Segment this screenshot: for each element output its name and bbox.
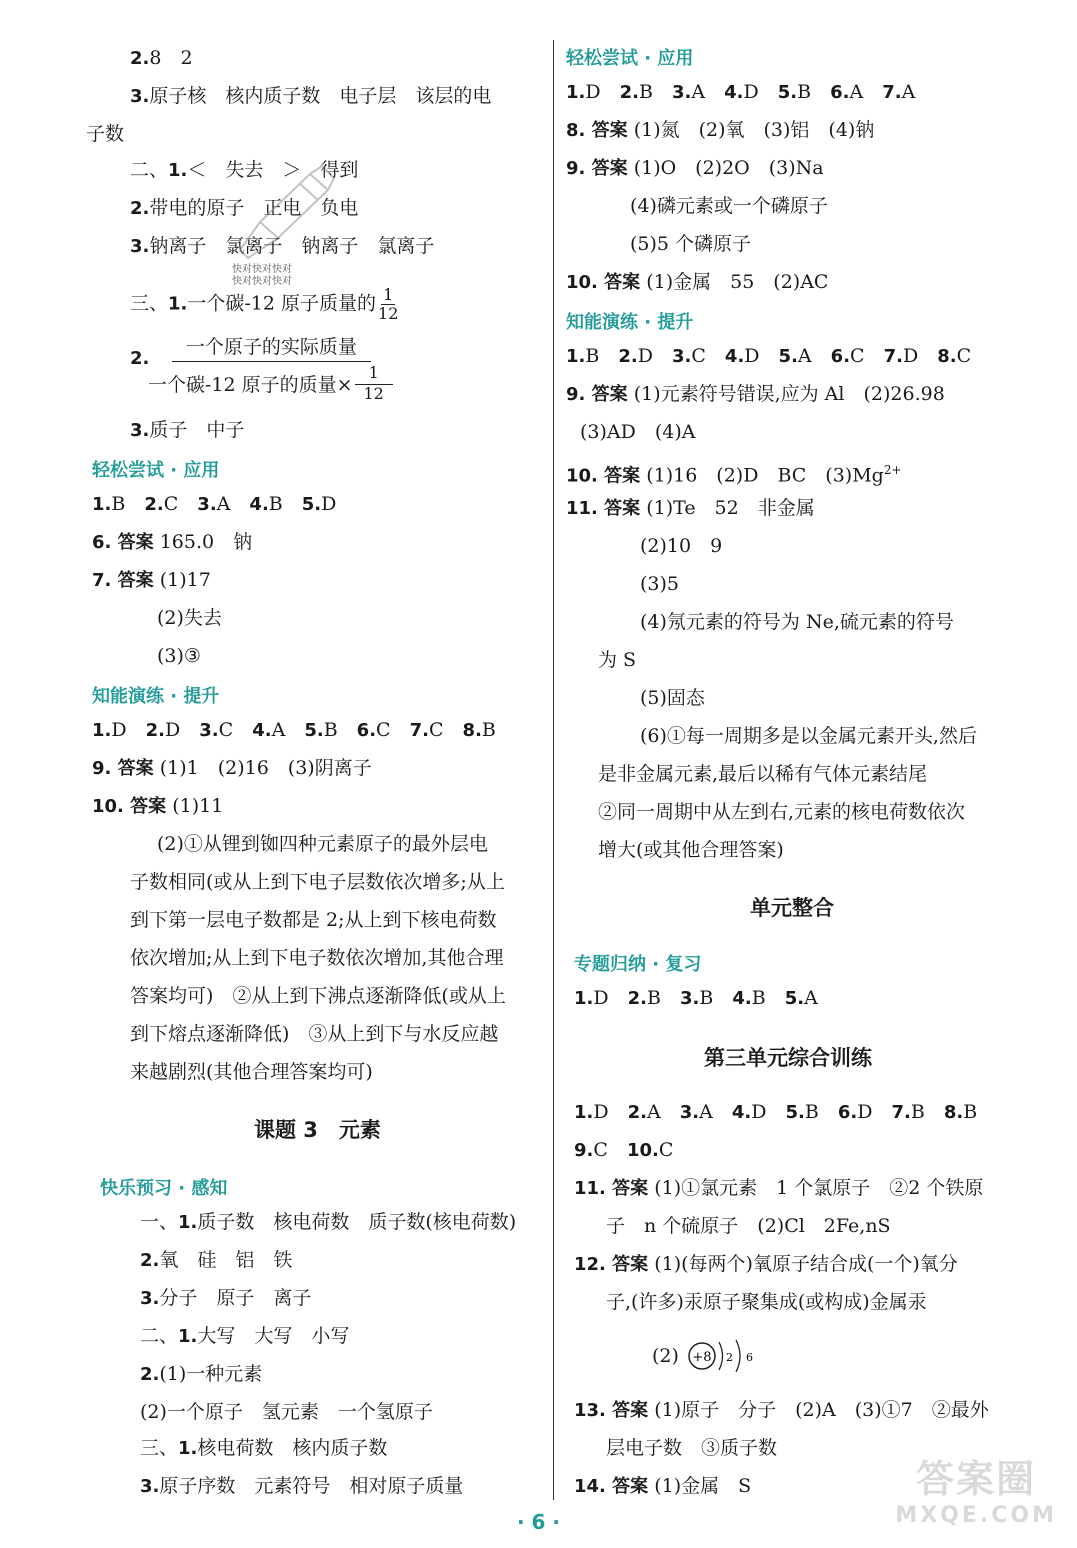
answer-line: 1.B 2.C 3.A 4.B 5.D <box>92 493 337 515</box>
answer-line: 2.带电的原子 正电 负电 <box>130 197 359 219</box>
pencil-watermark-icon <box>230 162 340 262</box>
answer-line: (2)一个原子 氢元素 一个氢原子 <box>140 1401 433 1423</box>
section-header: 轻松尝试 · 应用 <box>92 460 220 481</box>
answer-line: (2) <box>652 1345 679 1367</box>
answer-line: 7. 答案 (1)17 <box>92 569 211 591</box>
answer-line: 层电子数 ③质子数 <box>606 1437 778 1459</box>
answer-line: (3)AD (4)A <box>580 421 696 443</box>
section-header: 知能演练 · 提升 <box>566 312 694 333</box>
mass-ratio-fraction: 一个原子的实际质量 一个碳-12 原子的质量× $\frac{1}{12}$ <box>148 332 395 403</box>
answer-line: 3.原子序数 元素符号 相对原子质量 <box>140 1475 464 1497</box>
electron-shell-arc-2 <box>736 1340 740 1372</box>
answer-line: 9. 答案 (1)O (2)2O (3)Na <box>566 157 824 179</box>
unit-review-title: 第三单元综合训练 <box>704 1046 872 1070</box>
answer-line: (4)磷元素或一个磷原子 <box>630 195 828 217</box>
electron-shell-arc-1 <box>719 1342 723 1370</box>
answer-line: 10. 答案 (1)金属 55 (2)AC <box>566 271 829 293</box>
answer-line: 1.D 2.B 3.A 4.D 5.B 6.A 7.A <box>566 81 916 103</box>
answer-line: (4)氖元素的符号为 Ne,硫元素的符号 <box>640 611 954 633</box>
answer-line: 三、1.一个碳-12 原子质量的 $\frac{1}{12}$ <box>130 285 399 323</box>
answer-line: 12. 答案 (1)(每两个)氧原子结合成(一个)氧分 <box>574 1253 958 1275</box>
answer-line: 10. 答案 (1)11 <box>92 795 224 817</box>
answer-line: 6. 答案 165.0 钠 <box>92 531 253 553</box>
answer-line: 2.8 2 <box>130 47 193 69</box>
answer-line: (2)①从锂到铷四种元素原子的最外层电 <box>157 833 488 855</box>
answer-line: (5)5 个磷原子 <box>630 233 752 255</box>
site-watermark-logo: 答案圈 MXQE.COM <box>895 1457 1057 1528</box>
answer-line: 8. 答案 (1)氮 (2)氧 (3)铝 (4)钠 <box>566 119 875 141</box>
answer-line: 1.B 2.D 3.C 4.D 5.A 6.C 7.D 8.C <box>566 345 972 367</box>
section-header: 知能演练 · 提升 <box>92 686 220 707</box>
answer-line: 13. 答案 (1)原子 分子 (2)A (3)①7 ②最外 <box>574 1399 989 1421</box>
answer-line: 到下熔点逐渐降低) ③从上到下与水反应越 <box>130 1023 499 1045</box>
unit-title: 单元整合 <box>750 896 834 920</box>
lesson-title: 课题 3 元素 <box>254 1118 381 1142</box>
answer-line: 子数相同(或从上到下电子层数依次增多;从上 <box>130 871 505 893</box>
watermark-text: 快对快对快对 快对快对快对 <box>232 264 292 287</box>
answer-line: 2. <box>130 348 150 369</box>
answer-line: 3.分子 原子 离子 <box>140 1287 312 1309</box>
answer-line: 增大(或其他合理答案) <box>598 839 784 861</box>
oxygen-atom-structure-diagram <box>686 1334 766 1378</box>
column-divider <box>553 40 554 1500</box>
answer-line: 1.D 2.A 3.A 4.D 5.B 6.D 7.B 8.B <box>574 1101 978 1123</box>
answer-line: 答案均可) ②从上到下沸点逐渐降低(或从上 <box>130 985 506 1007</box>
answer-line: 2.氧 硅 铝 铁 <box>140 1249 293 1271</box>
page-number: · 6 · <box>516 1510 561 1534</box>
electron-shell-1-count: 2 <box>726 1351 733 1364</box>
answer-line: 9.C 10.C <box>574 1139 674 1161</box>
answer-line: 3.原子核 核内质子数 电子层 该层的电 <box>130 85 492 107</box>
answer-line: (6)①每一周期多是以金属元素开头,然后 <box>640 725 977 747</box>
section-header: 专题归纳 · 复习 <box>574 954 702 975</box>
answer-line: 子数 <box>86 123 125 145</box>
answer-line: 11. 答案 (1)Te 52 非金属 <box>566 497 815 519</box>
answer-line: 11. 答案 (1)①氯元素 1 个氯原子 ②2 个铁原 <box>574 1177 984 1199</box>
answer-line: (5)固态 <box>640 687 705 709</box>
answer-line: 依次增加;从上到下电子数依次增加,其他合理 <box>130 947 504 969</box>
answer-line: 3.钠离子 氯离子 钠离子 氯离子 <box>130 235 435 257</box>
answer-line: 3.质子 中子 <box>130 419 245 441</box>
answer-line: 9. 答案 (1)1 (2)16 (3)阴离子 <box>92 757 372 779</box>
answer-line: 子 n 个硫原子 (2)Cl 2Fe,nS <box>606 1215 891 1237</box>
answer-line: 10. 答案 (1)16 (2)D BC $(3)Mg^{2+}$ <box>566 463 902 487</box>
answer-line: 子,(许多)汞原子聚集成(或构成)金属汞 <box>606 1291 927 1313</box>
section-header: 轻松尝试 · 应用 <box>566 48 694 69</box>
answer-line: 9. 答案 (1)元素符号错误,应为 Al (2)26.98 <box>566 383 945 405</box>
answer-line: ②同一周期中从左到右,元素的核电荷数依次 <box>598 801 966 823</box>
answer-line: 1.D 2.D 3.C 4.A 5.B 6.C 7.C 8.B <box>92 719 496 741</box>
answer-line: 二、1.＜ 失去 ＞ 得到 <box>130 159 359 181</box>
answer-line: 一、1.质子数 核电荷数 质子数(核电荷数) <box>140 1211 517 1233</box>
answer-line: (3)5 <box>640 573 680 595</box>
answer-line: (2)失去 <box>157 607 222 629</box>
answer-line: 1.D 2.B 3.B 4.B 5.A <box>574 987 818 1009</box>
answer-line: 为 S <box>598 649 637 671</box>
nucleus-charge-label: +8 <box>692 1350 712 1365</box>
fraction: $\frac{1}{12}$ <box>378 285 399 323</box>
answer-line: 三、1.核电荷数 核内质子数 <box>140 1437 388 1459</box>
answer-line: (2)10 9 <box>640 535 723 557</box>
answer-line: 二、1.大写 大写 小写 <box>140 1325 350 1347</box>
answer-line: (3)③ <box>157 645 201 667</box>
answer-line: 14. 答案 (1)金属 S <box>574 1475 752 1497</box>
answer-line: 到下第一层电子数都是 2;从上到下核电荷数 <box>130 909 497 931</box>
answer-line: 来越剧烈(其他合理答案均可) <box>130 1061 373 1083</box>
section-header: 快乐预习 · 感知 <box>100 1178 228 1199</box>
electron-shell-2-count: 6 <box>746 1351 753 1364</box>
answer-line: 是非金属元素,最后以稀有气体元素结尾 <box>598 763 928 785</box>
answer-line: 2.(1)一种元素 <box>140 1363 263 1385</box>
